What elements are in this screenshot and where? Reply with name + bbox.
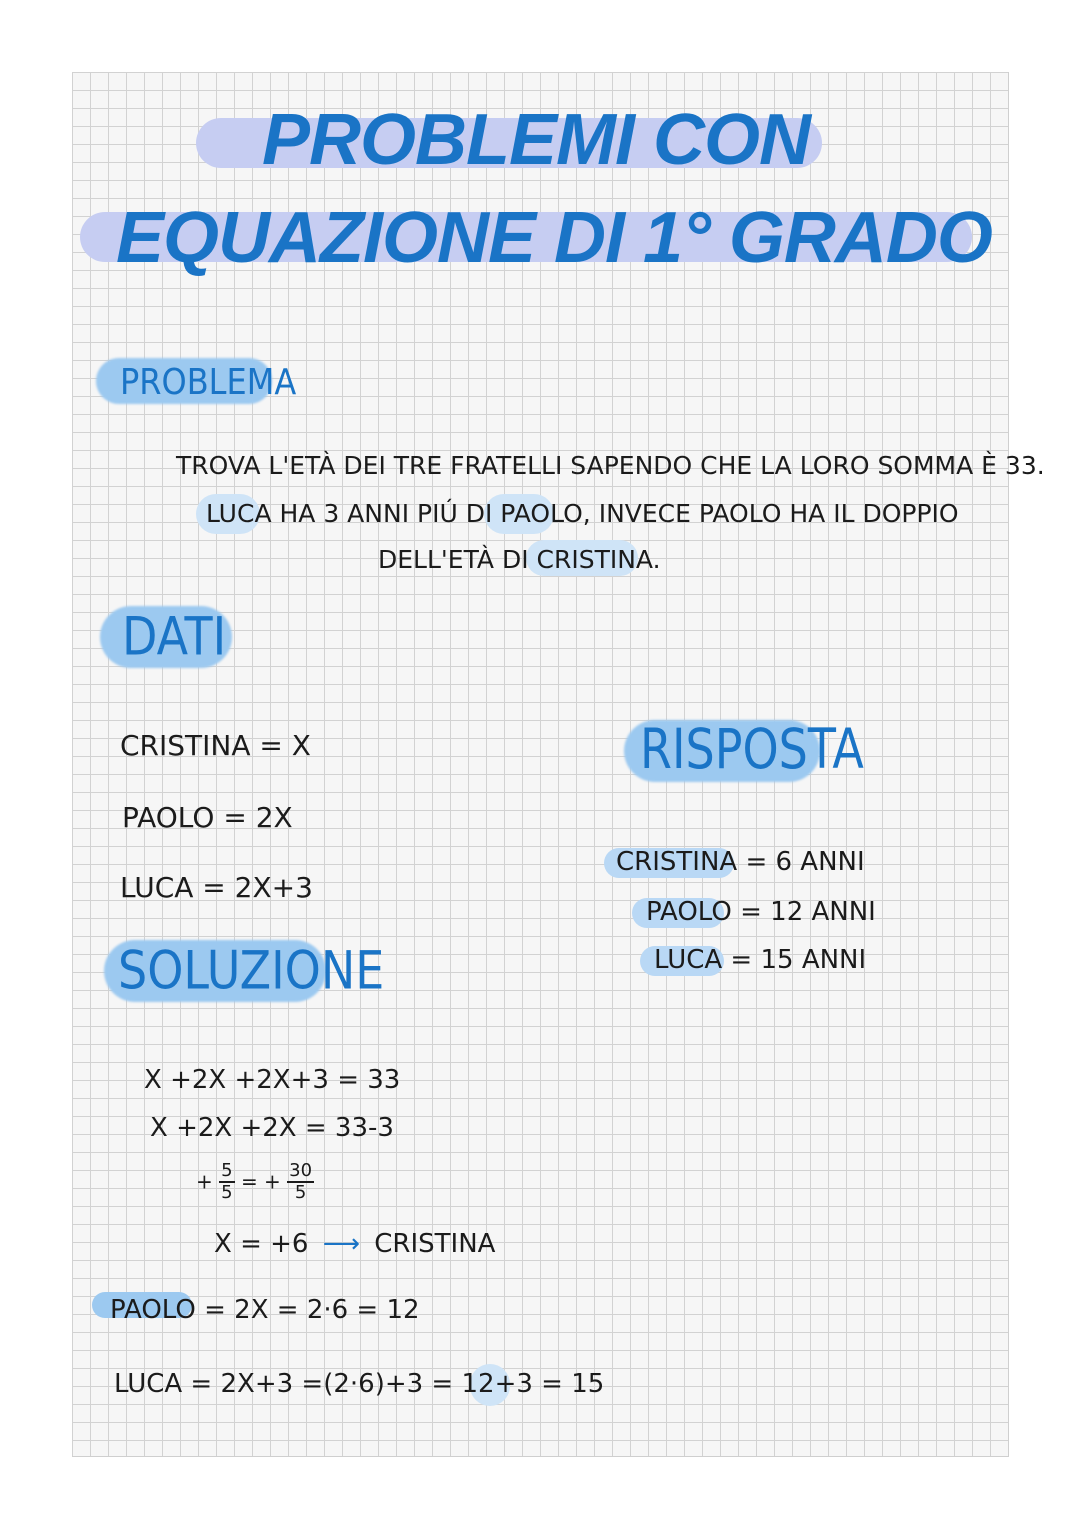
- fraction-left-numerator: 5: [221, 1159, 233, 1181]
- title-line-2: EQUAZIONE DI 1° GRADO: [116, 198, 992, 278]
- fraction-right-numerator: 30: [289, 1159, 313, 1181]
- problem-line-1: TROVA L'ETÀ DEI TRE FRATELLI SAPENDO CHE LA LORO SOMMA È 33.: [176, 451, 1045, 480]
- data-paolo: PAOLO = 2X: [122, 801, 293, 834]
- result-line: [214, 1224, 495, 1264]
- data-cristina: CRISTINA = X: [120, 729, 311, 762]
- result-label: CRISTINA: [374, 1229, 496, 1259]
- result-value: X = +6: [214, 1229, 309, 1259]
- dati-heading: DATI: [122, 604, 227, 668]
- fraction-left: [219, 1161, 234, 1203]
- fraction-step: [196, 1152, 314, 1210]
- problem-line-2: LUCA HA 3 ANNI PIÚ DI PAOLO, INVECE PAOLO HA IL DOPPIO: [206, 499, 959, 528]
- fraction-equals: = +: [240, 1169, 281, 1194]
- answer-paolo: PAOLO = 12 ANNI: [646, 897, 876, 927]
- answer-cristina: CRISTINA = 6 ANNI: [616, 847, 865, 877]
- answer-luca: LUCA = 15 ANNI: [654, 945, 867, 975]
- problem-line-3: DELL'ETÀ DI CRISTINA.: [378, 545, 661, 574]
- problem-heading: PROBLEMA: [120, 361, 297, 403]
- fraction-right: [287, 1161, 314, 1203]
- fraction-sign: +: [196, 1169, 213, 1194]
- equation-2: X +2X +2X = 33-3: [150, 1113, 394, 1143]
- solution-paolo: PAOLO = 2X = 2·6 = 12: [110, 1295, 420, 1325]
- equation-1: X +2X +2X+3 = 33: [144, 1065, 401, 1095]
- title-line-1: PROBLEMI CON: [262, 100, 811, 180]
- arrow-right-icon: ⟶: [322, 1229, 360, 1259]
- solution-luca: LUCA = 2X+3 =(2·6)+3 = 12+3 = 15: [114, 1369, 605, 1399]
- risposta-heading: RISPOSTA: [640, 716, 864, 782]
- fraction-right-denominator: 5: [294, 1181, 307, 1203]
- fraction-left-denominator: 5: [221, 1181, 233, 1203]
- data-luca: LUCA = 2X+3: [120, 871, 313, 904]
- soluzione-heading: SOLUZIONE: [118, 938, 385, 1002]
